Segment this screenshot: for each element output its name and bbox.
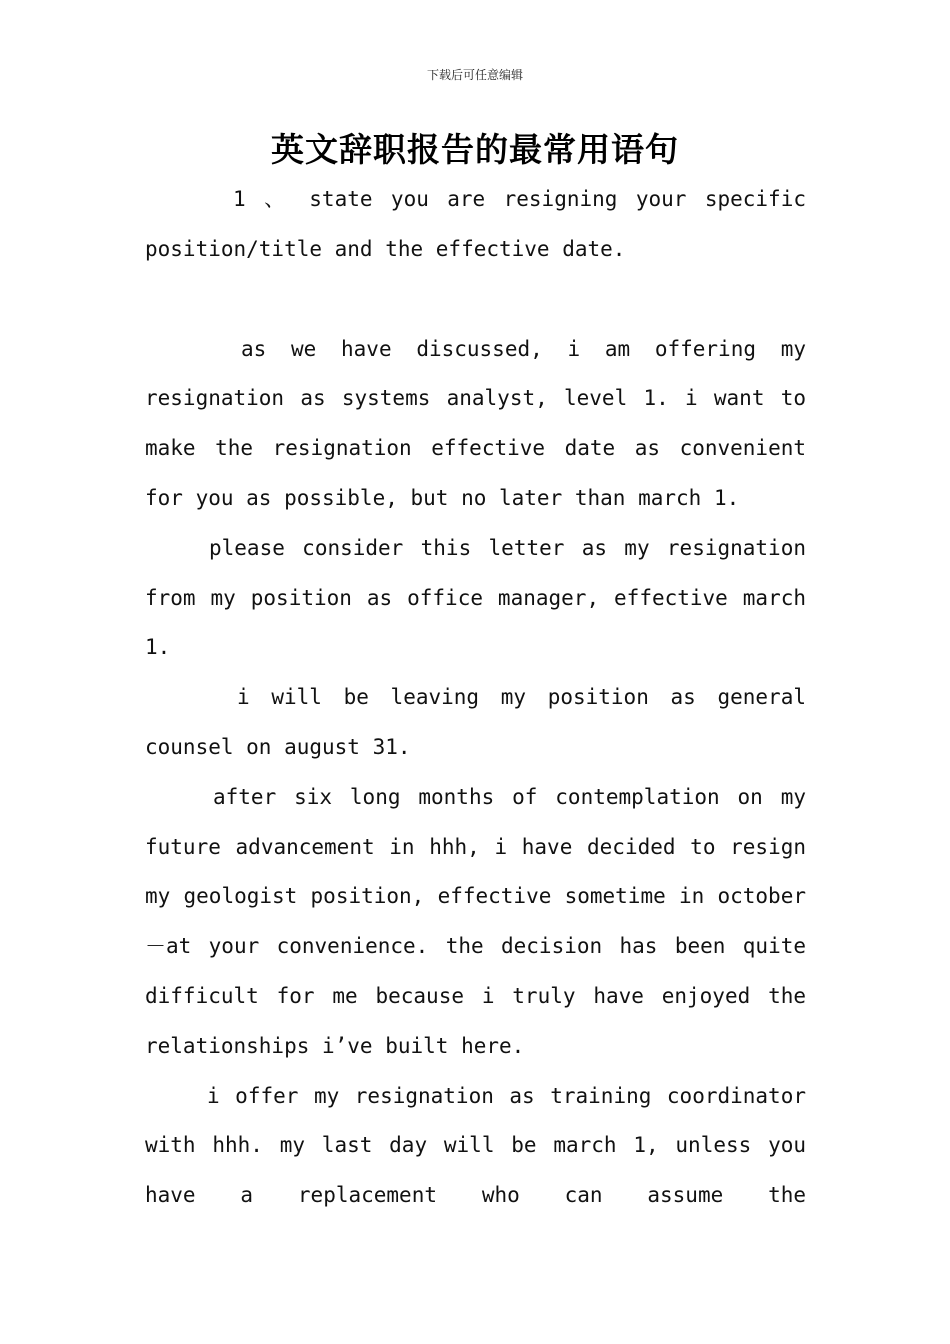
paragraph-general-counsel: i will be leaving my position as general counsel on august 31.: [145, 685, 806, 759]
paragraph-training-coordinator: i offer my resignation as training coordinator with hhh. my last day will be march 1, unless you have a replacement who can assume the: [145, 1083, 806, 1208]
document-body: [145, 175, 806, 1221]
page-title: 英文辞职报告的最常用语句: [271, 130, 679, 169]
paragraph-office-manager: please consider this letter as my resignation from my position as office manager, effective march 1.: [145, 535, 806, 660]
paragraph-section-heading: 1 、 state you are resigning your specific position/title and the effective date.: [145, 187, 806, 261]
paragraph-systems-analyst: as we have discussed, i am offering my resignation as systems analyst, level 1. i want to make the resignation effective date as convenient for you as possible, but no later than march 1.: [145, 336, 806, 510]
page-header-note: 下载后可任意编辑: [426, 68, 523, 82]
paragraph-geologist: after six long months of contemplation on my future advancement in hhh, i have decided to resign my geologist position, effective sometime in october－at your convenience. the decision has been quite difficult for me because i truly have enjoyed the relationships i’ve built here.: [145, 784, 806, 1058]
